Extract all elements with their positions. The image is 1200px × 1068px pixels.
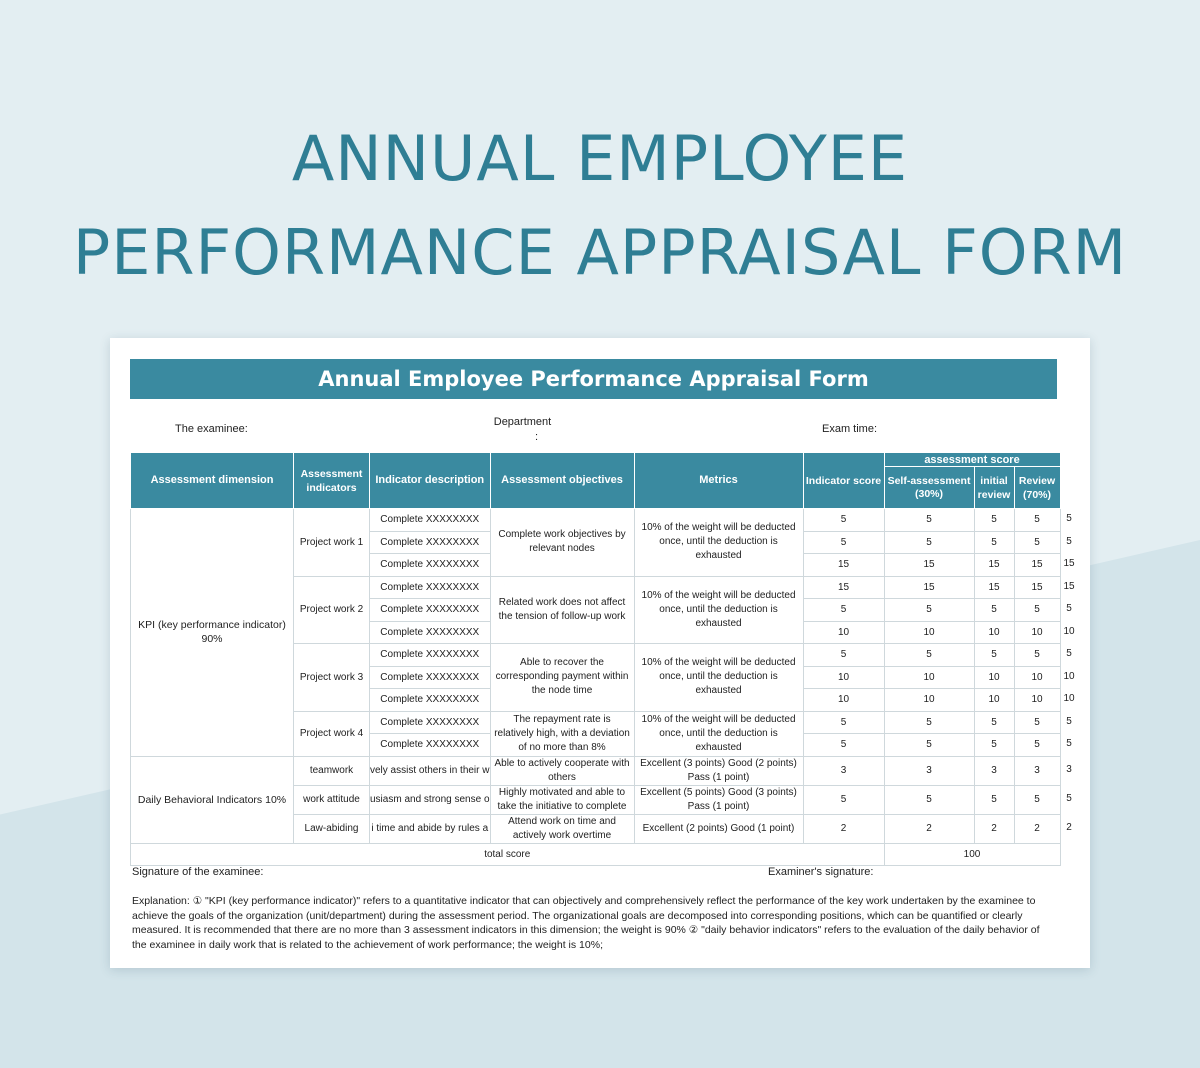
- department-label: Department: [493, 416, 552, 428]
- score-cell: 10: [803, 621, 884, 644]
- self-cell: 3: [884, 756, 974, 785]
- overflow-score-value: 5: [1066, 603, 1072, 614]
- department-colon: :: [534, 431, 539, 443]
- review-cell: 10: [1014, 621, 1060, 644]
- self-cell: 15: [884, 554, 974, 577]
- initial-cell: 5: [974, 599, 1014, 622]
- self-cell: 5: [884, 644, 974, 667]
- total-row: [131, 843, 1061, 866]
- header-assessment-indicators: Assessment indicators: [294, 453, 370, 509]
- score-cell: 15: [803, 576, 884, 599]
- metric-cell: 10% of the weight will be deducted once, until the deduction is exhausted: [634, 509, 803, 577]
- initial-cell: 5: [974, 531, 1014, 554]
- indicator-description-cell: Complete XXXXXXXX: [370, 576, 491, 599]
- department-field: [480, 415, 565, 445]
- assessment-objective-cell: Highly motivated and able to take the initiative to complete: [490, 785, 634, 814]
- review-cell: 5: [1014, 599, 1060, 622]
- assessment-indicator-cell: Project work 1: [294, 509, 370, 577]
- overflow-score-value: 15: [1063, 558, 1075, 569]
- overflow-score-value: 2: [1066, 822, 1072, 833]
- assessment-objective-cell: Related work does not affect the tension of follow-up work: [490, 576, 634, 644]
- indicator-description-cell: vely assist others in their w: [370, 756, 491, 785]
- table-row: [131, 756, 1061, 785]
- self-cell: 5: [884, 785, 974, 814]
- review-cell: 5: [1014, 509, 1060, 532]
- overflow-score-value: 10: [1063, 671, 1075, 682]
- explanation-text: Explanation: ① "KPI (key performance indicator)" refers to a quantitative indicator that can objectively and comprehensively reflect the performance of the key work undertaken by the examinee to achieve the goals of the organization (unit/department) during the assessment period. The organizational goals are decomposed into corresponding positions, which can be quantified or clearly measured. It is recommended that there are no more than 3 assessment indicators in this dimension; the weight is 90% ② "daily behavior indicators" refers to the evaluation of the daily behavior of the examinee in daily work that is related to the achievement of work performance; the weight is 10%;: [132, 895, 1040, 951]
- indicator-description-cell: usiasm and strong sense o: [370, 785, 491, 814]
- score-cell: 5: [803, 644, 884, 667]
- overflow-score-value: 3: [1066, 764, 1072, 775]
- review-cell: 5: [1014, 711, 1060, 734]
- self-cell: 15: [884, 576, 974, 599]
- metric-cell: 10% of the weight will be deducted once, until the deduction is exhausted: [634, 644, 803, 712]
- self-cell: 5: [884, 711, 974, 734]
- overflow-score-value: 5: [1066, 513, 1072, 524]
- score-cell: 10: [803, 689, 884, 712]
- score-cell: 5: [803, 599, 884, 622]
- self-cell: 10: [884, 666, 974, 689]
- form-banner-title: Annual Employee Performance Appraisal Form: [130, 359, 1057, 399]
- overflow-score-value: 5: [1066, 793, 1072, 804]
- daily-dimension-cell: Daily Behavioral Indicators 10%: [131, 756, 294, 843]
- header-indicator-description: Indicator description: [370, 453, 491, 509]
- overflow-score-value: 10: [1063, 693, 1075, 704]
- header-metrics: Metrics: [634, 453, 803, 509]
- assessment-objective-cell: Able to recover the corresponding payment within the node time: [490, 644, 634, 712]
- self-cell: 5: [884, 734, 974, 757]
- table-row: [131, 509, 1061, 532]
- hero-title-line-1: ANNUAL EMPLOYEE: [291, 122, 909, 195]
- assessment-indicator-cell: Project work 3: [294, 644, 370, 712]
- indicator-description-cell: i time and abide by rules a: [370, 814, 491, 843]
- score-cell: 15: [803, 554, 884, 577]
- review-cell: 3: [1014, 756, 1060, 785]
- self-cell: 5: [884, 509, 974, 532]
- assessment-objective-cell: Complete work objectives by relevant nodes: [490, 509, 634, 577]
- indicator-description-cell: Complete XXXXXXXX: [370, 621, 491, 644]
- indicator-description-cell: Complete XXXXXXXX: [370, 554, 491, 577]
- assessment-indicator-cell: Law-abiding: [294, 814, 370, 843]
- metric-cell: 10% of the weight will be deducted once, until the deduction is exhausted: [634, 576, 803, 644]
- review-cell: 10: [1014, 666, 1060, 689]
- spreadsheet-preview: [110, 338, 1090, 968]
- overflow-score-value: 5: [1066, 738, 1072, 749]
- overflow-score-value: 5: [1066, 648, 1072, 659]
- review-cell: 5: [1014, 785, 1060, 814]
- header-initial-review: initial review: [974, 467, 1014, 509]
- initial-cell: 5: [974, 785, 1014, 814]
- header-review: Review (70%): [1014, 467, 1060, 509]
- initial-cell: 3: [974, 756, 1014, 785]
- examiner-signature-label: Examiner's signature:: [768, 866, 874, 878]
- assessment-objective-cell: Attend work on time and actively work overtime: [490, 814, 634, 843]
- score-cell: 5: [803, 734, 884, 757]
- initial-cell: 10: [974, 666, 1014, 689]
- score-cell: 5: [803, 711, 884, 734]
- header-assessment-score: assessment score: [884, 453, 1060, 467]
- review-cell: 15: [1014, 554, 1060, 577]
- hero-title: [0, 112, 1200, 300]
- total-score-value: 100: [884, 843, 1060, 866]
- score-cell: 5: [803, 531, 884, 554]
- initial-cell: 5: [974, 509, 1014, 532]
- indicator-description-cell: Complete XXXXXXXX: [370, 734, 491, 757]
- header-self-assessment: Self-assessment (30%): [884, 467, 974, 509]
- total-score-label: total score: [131, 843, 885, 866]
- indicator-description-cell: Complete XXXXXXXX: [370, 531, 491, 554]
- hero-title-line-2: PERFORMANCE APPRAISAL FORM: [72, 216, 1128, 289]
- exam-time-label: Exam time:: [822, 423, 878, 435]
- header-indicator-score: Indicator score: [803, 453, 884, 509]
- indicator-description-cell: Complete XXXXXXXX: [370, 644, 491, 667]
- initial-cell: 5: [974, 644, 1014, 667]
- score-cell: 10: [803, 666, 884, 689]
- indicator-description-cell: Complete XXXXXXXX: [370, 599, 491, 622]
- overflow-score-value: 5: [1066, 716, 1072, 727]
- assessment-indicator-cell: teamwork: [294, 756, 370, 785]
- metric-cell: Excellent (5 points) Good (3 points) Pass (1 point): [634, 785, 803, 814]
- review-cell: 5: [1014, 734, 1060, 757]
- metric-cell: Excellent (2 points) Good (1 point): [634, 814, 803, 843]
- initial-cell: 5: [974, 711, 1014, 734]
- assessment-objective-cell: Able to actively cooperate with others: [490, 756, 634, 785]
- assessment-objective-cell: The repayment rate is relatively high, with a deviation of no more than 8%: [490, 711, 634, 756]
- assessment-indicator-cell: work attitude: [294, 785, 370, 814]
- overflow-score-value: 10: [1063, 626, 1075, 637]
- self-cell: 10: [884, 621, 974, 644]
- score-cell: 5: [803, 785, 884, 814]
- indicator-description-cell: Complete XXXXXXXX: [370, 711, 491, 734]
- indicator-description-cell: Complete XXXXXXXX: [370, 509, 491, 532]
- overflow-score-value: 15: [1063, 581, 1075, 592]
- initial-cell: 10: [974, 621, 1014, 644]
- initial-cell: 10: [974, 689, 1014, 712]
- self-cell: 5: [884, 599, 974, 622]
- review-cell: 2: [1014, 814, 1060, 843]
- overflow-score-value: 5: [1066, 536, 1072, 547]
- initial-cell: 15: [974, 576, 1014, 599]
- examinee-signature-label: Signature of the examinee:: [132, 866, 264, 878]
- review-cell: 15: [1014, 576, 1060, 599]
- self-cell: 2: [884, 814, 974, 843]
- initial-cell: 2: [974, 814, 1014, 843]
- kpi-dimension-cell: KPI (key performance indicator) 90%: [131, 509, 294, 757]
- review-cell: 10: [1014, 689, 1060, 712]
- examinee-label: The examinee:: [175, 423, 248, 435]
- score-cell: 5: [803, 509, 884, 532]
- appraisal-table: [130, 452, 1061, 866]
- assessment-indicator-cell: Project work 4: [294, 711, 370, 756]
- review-cell: 5: [1014, 644, 1060, 667]
- review-cell: 5: [1014, 531, 1060, 554]
- header-assessment-dimension: Assessment dimension: [131, 453, 294, 509]
- indicator-description-cell: Complete XXXXXXXX: [370, 666, 491, 689]
- metric-cell: Excellent (3 points) Good (2 points) Pass (1 point): [634, 756, 803, 785]
- initial-cell: 5: [974, 734, 1014, 757]
- header-assessment-objectives: Assessment objectives: [490, 453, 634, 509]
- metric-cell: 10% of the weight will be deducted once, until the deduction is exhausted: [634, 711, 803, 756]
- score-cell: 3: [803, 756, 884, 785]
- self-cell: 10: [884, 689, 974, 712]
- indicator-description-cell: Complete XXXXXXXX: [370, 689, 491, 712]
- initial-cell: 15: [974, 554, 1014, 577]
- assessment-indicator-cell: Project work 2: [294, 576, 370, 644]
- self-cell: 5: [884, 531, 974, 554]
- score-cell: 2: [803, 814, 884, 843]
